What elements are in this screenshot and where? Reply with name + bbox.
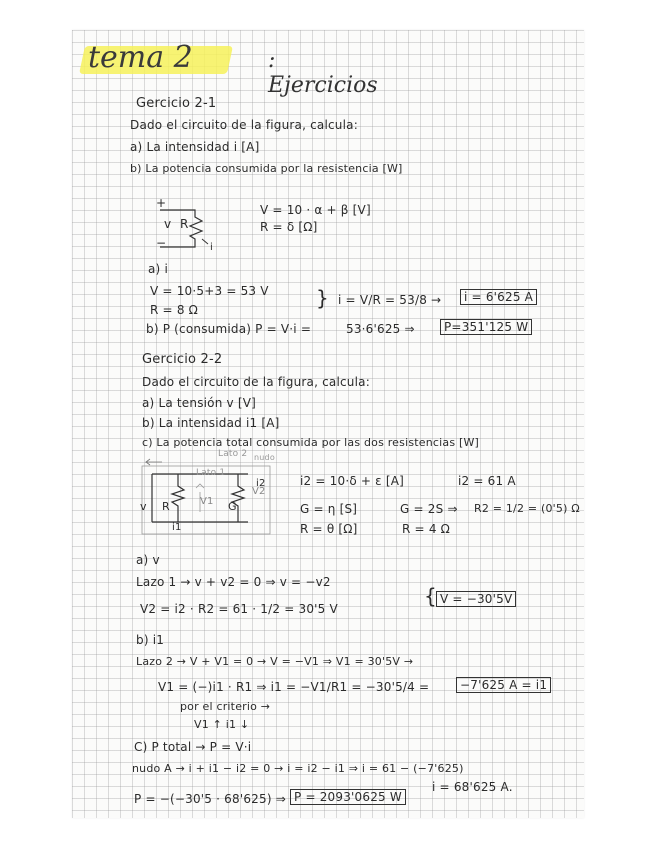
ex2-heading: Gercicio 2-2: [142, 352, 223, 367]
ex2-brace: {: [424, 584, 437, 608]
ex1-fig-r: R: [180, 217, 189, 231]
ex1-intro: Dado el circuito de la figura, calcula:: [130, 118, 358, 132]
ex2-sol-lazo2: Lazo 2 → V + V1 = 0 → V = −V1 ⇒ V1 = 30'5V →: [136, 655, 414, 668]
ex2-eq-g-val: G = 2S ⇒: [400, 502, 458, 516]
ex1-sol-b-calc: 53·6'625 ⇒: [346, 322, 415, 336]
ex2-fig-v1: V1: [200, 496, 214, 507]
ex2-question-a: a) La tensión v [V]: [142, 396, 257, 410]
ex2-fig-i1: i1: [172, 522, 182, 533]
ex2-fig-lazo1: Lato 1: [196, 468, 226, 478]
ex2-eq-i2: i2 = 10·δ + ε [A]: [300, 474, 405, 488]
ex1-fig-v: v: [164, 217, 172, 231]
ex2-eq-r: R = θ [Ω]: [300, 522, 358, 536]
title-subtitle: : Ejercicios: [268, 48, 378, 98]
ex2-sol-c-label: C) P total → P = V·i: [134, 740, 252, 754]
ex1-brace: }: [316, 286, 329, 310]
ex1-sol-i: i = V/R = 53/8 →: [338, 293, 442, 307]
ex2-fig-r: R: [162, 500, 170, 513]
ex1-fig-minus: −: [156, 236, 167, 250]
ex1-answer-i: i = 6'625 A: [460, 289, 537, 305]
ex1-fig-plus: +: [156, 196, 167, 210]
ex1-eq-r: R = δ [Ω]: [260, 220, 318, 234]
ex1-answer-p: P=351'125 W: [440, 319, 532, 335]
ex2-fig-lazo2: Lato 2: [218, 449, 248, 459]
ex2-sol-arrows: V1 ↑ i1 ↓: [194, 718, 250, 731]
ex1-fig-i: i: [210, 242, 213, 253]
ex2-sol-p: P = −(−30'5 · 68'625) ⇒: [134, 792, 286, 806]
ex2-question-c: c) La potencia total consumida por las dos resistencias [W]: [142, 436, 480, 449]
ex2-question-b: b) La intensidad i1 [A]: [142, 416, 280, 430]
ex2-fig-v2: V2: [252, 486, 266, 497]
title-topic: tema 2: [88, 40, 193, 75]
ex2-fig-i2: i2: [256, 478, 266, 489]
ex2-eq-r-val: R = 4 Ω: [402, 522, 451, 536]
ex1-eq-v: V = 10 · α + β [V]: [260, 203, 371, 217]
ex2-eq-g: G = η [S]: [300, 502, 358, 516]
ex2-eq-r2: R2 = 1/2 = (0'5) Ω: [474, 502, 580, 515]
ex1-sol-b: b) P (consumida) P = V·i =: [146, 322, 312, 336]
ex2-eq-i2-val: i2 = 61 A: [458, 474, 516, 488]
ex2-fig-g: G: [228, 500, 237, 513]
ex2-sol-b-label: b) i1: [136, 633, 165, 647]
page-title: [82, 40, 378, 98]
ex2-sol-lazo1: Lazo 1 → v + v2 = 0 ⇒ v = −v2: [136, 575, 331, 589]
ex1-question-a: a) La intensidad i [A]: [130, 140, 260, 154]
ex1-sol-v: V = 10·5+3 = 53 V: [150, 284, 269, 298]
ex2-sol-i1: V1 = (−)i1 · R1 ⇒ i1 = −V1/R1 = −30'5/4 =: [158, 680, 430, 694]
ex2-sol-note: por el criterio →: [180, 700, 271, 713]
ex2-sol-a-label: a) v: [136, 553, 160, 567]
ex2-answer-p: P = 2093'0625 W: [290, 789, 406, 805]
ex2-sol-v2: V2 = i2 · R2 = 61 · 1/2 = 30'5 V: [140, 602, 338, 616]
ex2-sol-nudo: nudo A → i + i1 − i2 = 0 → i = i2 − i1 ⇒ i = 61 − (−7'625): [132, 762, 464, 775]
ex1-heading: Gercicio 2-1: [136, 96, 217, 111]
ex1-question-b: b) La potencia consumida por la resistencia [W]: [130, 162, 403, 175]
ex2-fig-v: v: [140, 500, 147, 513]
ex2-answer-i1: −7'625 A = i1: [456, 677, 551, 693]
ex2-answer-v: V = −30'5V: [436, 591, 516, 607]
ex2-fig-nudo: nudo: [254, 453, 275, 462]
ex1-sol-a-label: a) i: [148, 262, 168, 276]
ex2-intro: Dado el circuito de la figura, calcula:: [142, 375, 370, 389]
ex2-sol-i-result: i = 68'625 A.: [432, 780, 513, 794]
ex1-sol-r: R = 8 Ω: [150, 303, 199, 317]
